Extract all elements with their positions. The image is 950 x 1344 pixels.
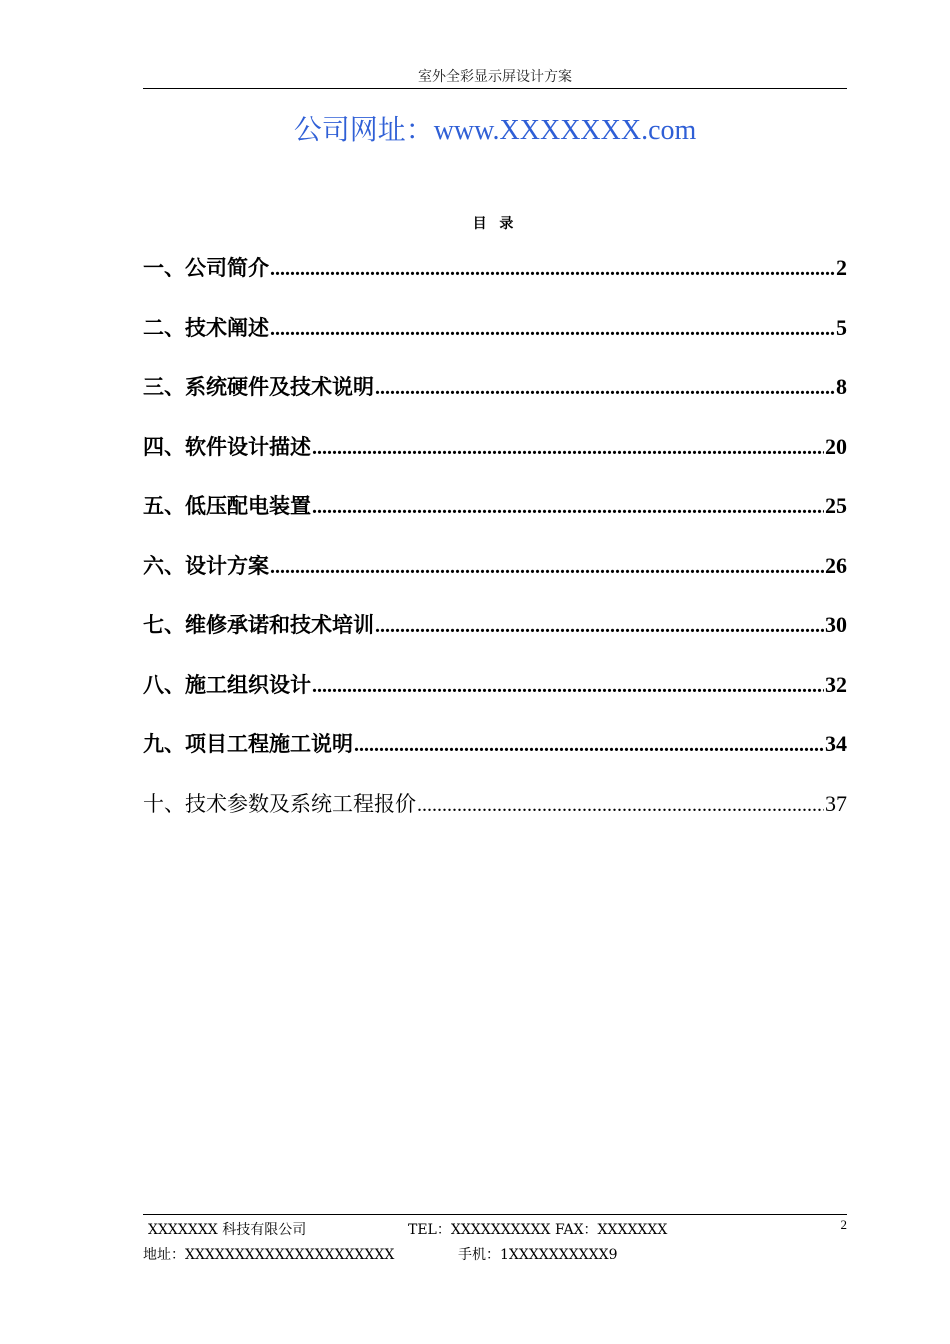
toc-entry-8[interactable]: [143, 669, 847, 729]
toc-entry-title: 六、设计方案: [143, 553, 269, 578]
footer-tel-fax: TEL：XXXXXXXXXX FAX：XXXXXXX: [408, 1222, 668, 1238]
toc-entry-2[interactable]: [143, 312, 847, 372]
toc-leader-dots: [312, 437, 824, 460]
toc-entry-title: 十、技术参数及系统工程报价: [143, 791, 416, 816]
footer-address: 地址：XXXXXXXXXXXXXXXXXXXXX: [143, 1247, 395, 1263]
toc-entry-title: 三、系统硬件及技术说明: [143, 375, 374, 399]
toc-entry-page: 34: [825, 731, 847, 756]
footer-page-number: 2: [840, 1217, 847, 1232]
footer-mobile: 手机：1XXXXXXXXXX9: [458, 1247, 618, 1263]
toc-entry-page: 32: [825, 671, 847, 697]
toc-entry-page: 26: [825, 552, 847, 578]
toc-entry-7[interactable]: [143, 609, 847, 669]
toc-entry-6[interactable]: [143, 550, 847, 610]
toc-heading: 目 录: [472, 216, 518, 232]
toc-entry-1[interactable]: [143, 252, 847, 312]
toc-entry-5[interactable]: [143, 490, 847, 550]
toc-leader-dots: [270, 258, 835, 281]
toc-leader-dots: [312, 496, 824, 519]
toc-entry-page: 5: [836, 314, 847, 340]
toc-entry-title: 四、软件设计描述: [143, 434, 311, 459]
toc-leader-dots: [417, 794, 824, 817]
toc-entry-title: 五、低压配电装置: [143, 494, 311, 518]
toc-entry-title: 九、项目工程施工说明: [143, 732, 353, 756]
toc-entry-page: 25: [825, 493, 847, 518]
toc-entry-title: 七、维修承诺和技术培训: [143, 613, 374, 637]
toc-entry-9[interactable]: [143, 728, 847, 788]
header-rule: [143, 88, 847, 89]
page-header-title: 室外全彩显示屏设计方案: [418, 69, 572, 85]
toc-entry-4[interactable]: [143, 431, 847, 491]
toc-leader-dots: [270, 318, 835, 341]
toc-leader-dots: [354, 734, 824, 757]
toc-entry-page: 37: [825, 790, 847, 816]
toc-entry-page: 20: [825, 433, 847, 459]
toc-entry-10[interactable]: [143, 788, 847, 848]
footer-rule: [143, 1214, 847, 1215]
toc-entry-page: 8: [836, 374, 847, 399]
toc-entry-title: 二、技术阐述: [143, 315, 269, 340]
toc-leader-dots: [270, 556, 824, 579]
toc-leader-dots: [312, 675, 824, 698]
toc-entry-3[interactable]: [143, 371, 847, 431]
company-website: 公司网址：www.XXXXXXX.com: [293, 115, 697, 146]
toc-entry-title: 一、公司简介: [143, 256, 269, 280]
toc-leader-dots: [375, 377, 835, 400]
toc-entry-page: 2: [836, 255, 847, 280]
footer-company: XXXXXXX 科技有限公司: [148, 1222, 307, 1238]
toc-entry-page: 30: [825, 612, 847, 637]
toc-entry-title: 八、施工组织设计: [143, 672, 311, 697]
toc-leader-dots: [375, 615, 824, 638]
table-of-contents: [143, 252, 847, 847]
